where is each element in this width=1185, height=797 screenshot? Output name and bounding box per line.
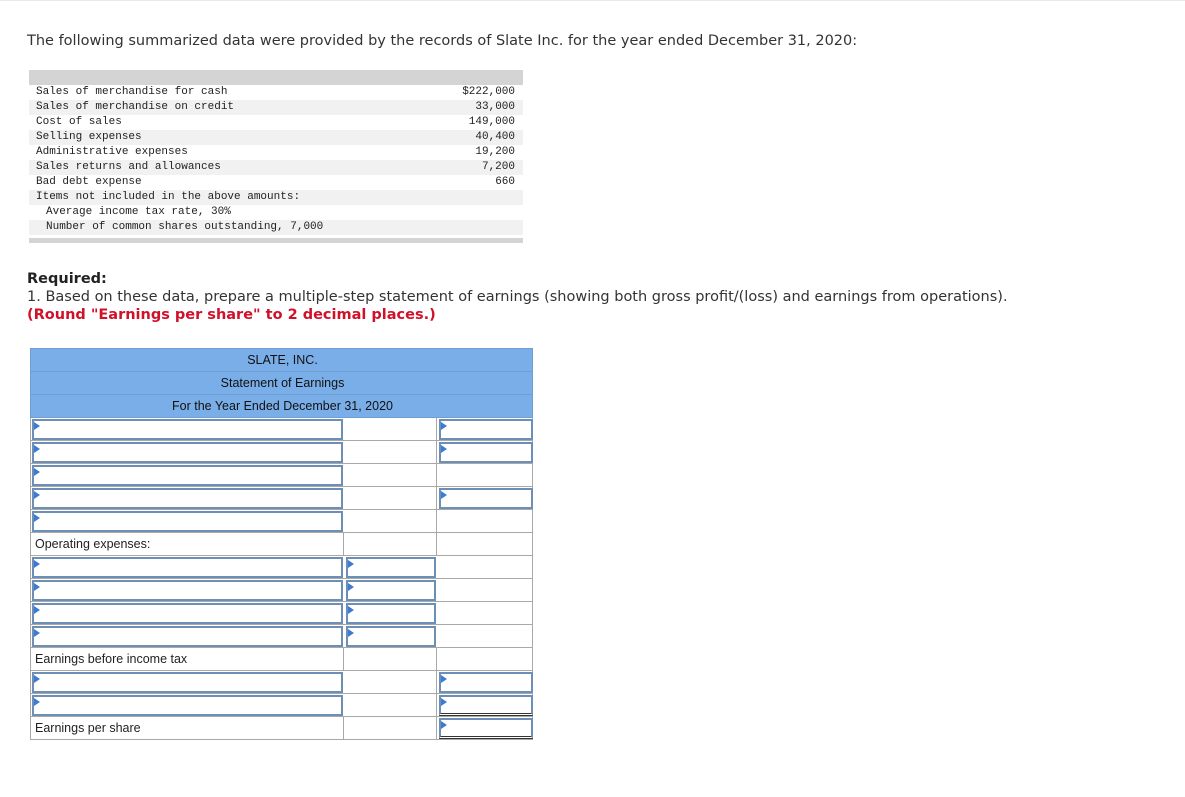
- statement-title-header: Statement of Earnings: [30, 371, 533, 394]
- table-row: [30, 464, 533, 487]
- amount-cell: [344, 648, 437, 670]
- table-row: [30, 648, 533, 671]
- amount-cell: [344, 717, 437, 739]
- data-row: Bad debt expense 660: [36, 176, 515, 188]
- expense-amount-input[interactable]: [346, 626, 436, 647]
- ebt-label: Earnings before income tax: [31, 648, 344, 670]
- net-earnings-input[interactable]: [439, 695, 533, 716]
- eps-label: Earnings per share: [31, 717, 344, 739]
- data-row: Average income tax rate, 30%: [46, 206, 231, 218]
- total-cell: [437, 625, 533, 647]
- top-border: [0, 0, 1185, 5]
- line-item-input[interactable]: [32, 419, 343, 440]
- table-row: [30, 556, 533, 579]
- table-top-bar: [29, 70, 523, 85]
- required-text: 1. Based on these data, prepare a multiple-step statement of earnings (showing both gross profit/(loss) and earnings from operations).: [27, 289, 1008, 305]
- expense-amount-input[interactable]: [346, 557, 436, 578]
- data-row: Items not included in the above amounts:: [29, 190, 523, 205]
- table-row: [30, 510, 533, 533]
- line-item-input[interactable]: [32, 442, 343, 463]
- table-row: [30, 441, 533, 464]
- total-cell: [437, 533, 533, 555]
- amount-cell: [344, 441, 437, 463]
- amount-cell: [344, 671, 437, 693]
- expense-item-input[interactable]: [32, 580, 343, 601]
- total-cell: [437, 464, 533, 486]
- data-row: Sales of merchandise on credit 33,000: [29, 100, 523, 115]
- company-header: SLATE, INC.: [30, 348, 533, 371]
- table-row: [30, 579, 533, 602]
- data-row: Selling expenses 40,400: [29, 130, 523, 145]
- expense-amount-input[interactable]: [346, 603, 436, 624]
- operating-expenses-label: Operating expenses:: [31, 533, 344, 555]
- amount-cell: [344, 418, 437, 440]
- amount-cell: [344, 533, 437, 555]
- problem-intro: The following summarized data were provided by the records of Slate Inc. for the year ended December 31, 2020:: [27, 33, 858, 49]
- amount-cell: [344, 510, 437, 532]
- line-item-input[interactable]: [32, 695, 343, 716]
- total-cell: [437, 602, 533, 624]
- amount-cell: [344, 487, 437, 509]
- period-header: For the Year Ended December 31, 2020: [30, 394, 533, 418]
- rounding-note: (Round "Earnings per share" to 2 decimal places.): [27, 307, 436, 323]
- data-row: Sales returns and allowances 7,200: [29, 160, 523, 175]
- line-item-input[interactable]: [32, 511, 343, 532]
- amount-cell: [344, 694, 437, 716]
- expense-item-input[interactable]: [32, 557, 343, 578]
- table-row: [30, 418, 533, 441]
- line-item-input[interactable]: [32, 672, 343, 693]
- statement-of-earnings: [30, 348, 533, 740]
- table-row: [30, 533, 533, 556]
- table-bottom-bar: [29, 238, 523, 243]
- table-row: [30, 694, 533, 717]
- expense-amount-input[interactable]: [346, 580, 436, 601]
- line-item-input[interactable]: [32, 465, 343, 486]
- total-input[interactable]: [439, 672, 533, 693]
- amount-cell: [344, 464, 437, 486]
- required-heading: Required:: [27, 271, 107, 287]
- total-cell: [437, 556, 533, 578]
- table-row: [30, 625, 533, 648]
- expense-item-input[interactable]: [32, 603, 343, 624]
- table-row: [30, 602, 533, 625]
- data-row: Cost of sales 149,000: [36, 116, 515, 128]
- table-row: [30, 671, 533, 694]
- eps-input[interactable]: [439, 718, 533, 739]
- total-cell: [437, 648, 533, 670]
- data-row: Administrative expenses 19,200: [36, 146, 515, 158]
- table-row: [30, 717, 533, 740]
- data-row: Number of common shares outstanding, 7,000: [29, 220, 523, 235]
- total-input[interactable]: [439, 442, 533, 463]
- total-input[interactable]: [439, 419, 533, 440]
- total-input[interactable]: [439, 488, 533, 509]
- data-row: Sales of merchandise for cash $222,000: [36, 86, 515, 98]
- required-section: [27, 270, 1008, 324]
- total-cell: [437, 579, 533, 601]
- total-cell: [437, 510, 533, 532]
- expense-item-input[interactable]: [32, 626, 343, 647]
- line-item-input[interactable]: [32, 488, 343, 509]
- given-data-table: [29, 70, 523, 243]
- table-row: [30, 487, 533, 510]
